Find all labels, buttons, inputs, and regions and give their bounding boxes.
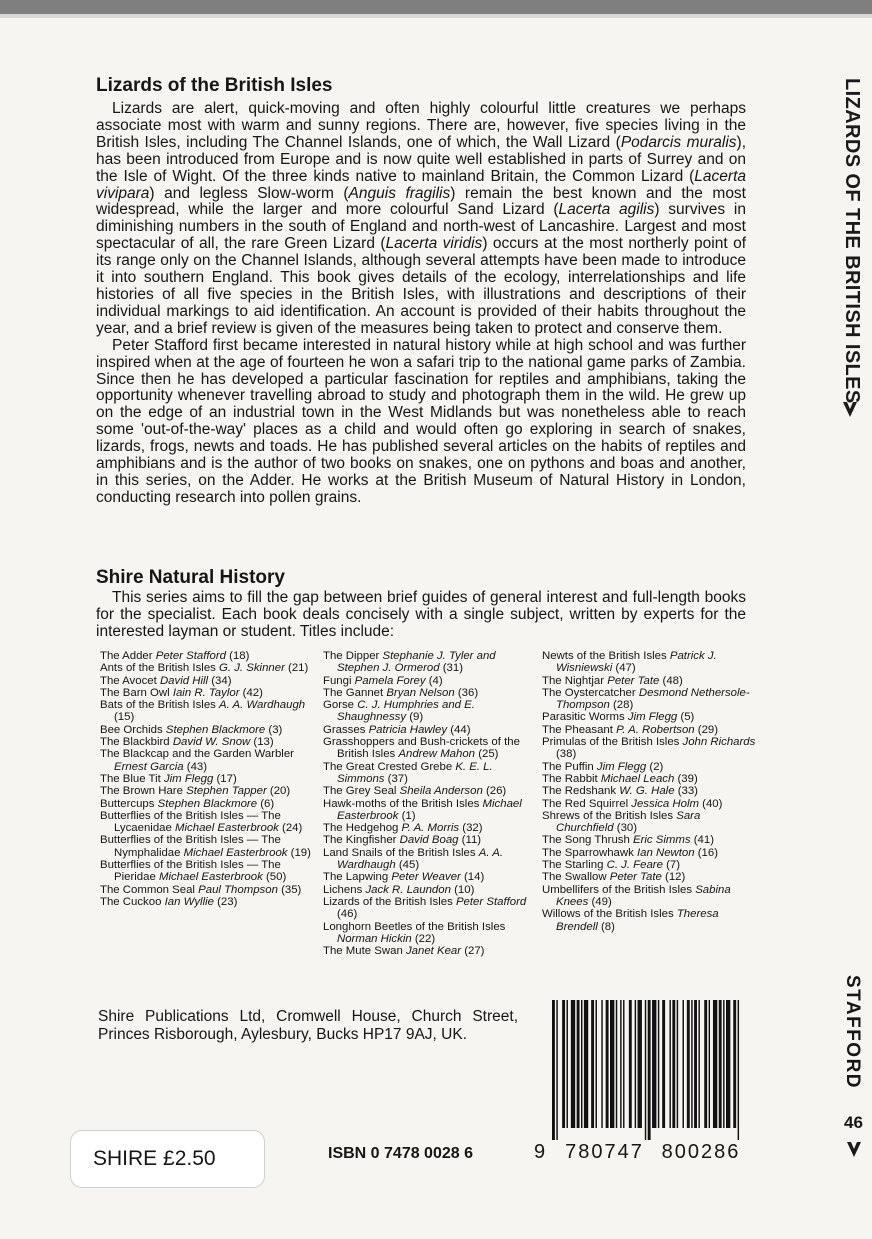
book-author: Paul Thompson: [198, 883, 278, 896]
barcode-bar: [719, 1000, 722, 1128]
series-title-entry: [323, 724, 538, 736]
barcode-bar: [723, 1000, 724, 1128]
book-number: (24): [278, 822, 303, 835]
book-title: The Oystercatcher: [542, 686, 639, 699]
book-title: The Great Crested Grebe: [323, 760, 456, 773]
book-number: (49): [588, 895, 612, 908]
book-number: (38): [556, 748, 577, 761]
book-author: P. A. Robertson: [616, 723, 695, 736]
book-description: [96, 74, 746, 507]
book-number: (44): [447, 723, 471, 736]
book-title: The Kingfisher: [323, 834, 400, 847]
book-number: (33): [674, 785, 698, 798]
series-title-entry: [100, 650, 315, 662]
book-author: C. J. Humphries and E. Shaughnessy: [337, 699, 475, 724]
barcode-bar: [577, 1000, 580, 1128]
book-title: The Cuckoo: [100, 895, 165, 908]
book-number: (37): [384, 772, 408, 785]
book-title: The Gannet: [323, 686, 387, 699]
book-number: (27): [461, 945, 485, 958]
book-author: Jack R. Laundon: [365, 883, 451, 896]
book-number: (6): [257, 797, 275, 810]
spine-title: LIZARDS OF THE BRITISH ISLES: [841, 78, 863, 404]
series-title-entry: [100, 724, 315, 736]
barcode-bar: [581, 1000, 582, 1128]
book-author: Peter Weaver: [391, 871, 461, 884]
isbn-number: ISBN 0 7478 0028 6: [328, 1145, 473, 1162]
species-name: Lacerta vivipara: [96, 167, 746, 202]
book-number: (8): [597, 920, 615, 933]
book-title: The Mute Swan: [323, 945, 406, 958]
series-title-entry: [542, 761, 757, 773]
book-title: Hawk-moths of the British Isles: [323, 797, 483, 810]
book-author: Jessica Holm: [631, 797, 700, 810]
series-title-entry: [323, 785, 538, 797]
barcode-bar: [687, 1000, 690, 1128]
series-title-entry: [100, 699, 315, 724]
book-author: Sheila Anderson: [399, 785, 483, 798]
book-title: The Blue Tit: [100, 772, 164, 785]
barcode-bar: [672, 1000, 675, 1128]
book-title: Shrews of the British Isles: [542, 809, 677, 822]
book-title: The Sparrowhawk: [542, 846, 637, 859]
book-author: Norman Hickin: [337, 932, 412, 945]
book-number: (19): [287, 846, 311, 859]
book-author: Stephen Blackmore: [165, 723, 266, 736]
book-title: The Blackbird: [100, 736, 173, 749]
book-author: Ian Wyllie: [164, 895, 214, 908]
book-author: Michael Leach: [600, 772, 675, 785]
barcode-bar: [584, 1000, 588, 1128]
description-text: ) occurs at the most northerly point of its range only on the Channel Islands, although several attempts have been made to introduce it into southern England. This book gives details of the ecology, interrelationships and life histories of all five species in the British Isles, with illustrations and descriptions of their individual markings to aid identification. An account is provided of their habits throughout the year, and a brief review is given of the measures being taken to protect and conserve them.: [96, 235, 747, 337]
book-number: (1): [398, 809, 416, 822]
book-author: Michael Easterbrook: [183, 846, 288, 859]
book-author: Peter Tate: [609, 871, 662, 884]
series-title-entry: [542, 847, 757, 859]
title-column-1: [100, 650, 315, 908]
barcode-bar: [698, 1000, 699, 1128]
book-number: (4): [425, 674, 443, 687]
book-number: (3): [265, 723, 283, 736]
book-author: Desmond Nethersole-Thompson: [556, 686, 750, 712]
species-name: Podarcis muralis: [620, 133, 737, 151]
book-spine: [826, 0, 872, 1239]
book-author: David Hill: [159, 674, 209, 687]
series-title-entry: [323, 921, 538, 946]
description-text: Lizards are alert, quick-moving and often highly colourful little creatures we perhaps associate most with warm and sunny regions. There are, however, five species living in the British Isles, including The Channel Islands, one of which, the Wall Lizard (: [96, 100, 746, 151]
book-author: A. A. Wardhaugh: [337, 846, 504, 872]
book-number: (47): [612, 662, 636, 675]
book-number: (45): [395, 859, 420, 872]
top-edge-shadow: [0, 14, 872, 18]
barcode-bar: [709, 1000, 710, 1128]
species-name: Lacerta agilis: [558, 201, 655, 219]
book-number: (14): [460, 871, 485, 884]
series-title-entry: [100, 798, 315, 810]
book-title: Longhorn Beetles of the British Isles: [323, 920, 506, 933]
book-number: (46): [337, 908, 358, 921]
book-title: Butterflies of the British Isles — The Lycaenidae: [100, 809, 281, 835]
series-title-entry: [100, 662, 315, 674]
barcode-bar: [629, 1000, 632, 1128]
publisher-address: Shire Publications Ltd, Cromwell House, Church Street, Princes Risborough, Aylesbury, Bucks HP17 9AJ, UK.: [98, 1008, 518, 1043]
series-title-entry: [323, 945, 538, 957]
book-title: The Pheasant: [542, 723, 617, 736]
book-title: Lizards of the British Isles: [323, 895, 456, 908]
book-title: The Red Squirrel: [542, 797, 632, 810]
description-text: ) and legless Slow-worm (: [149, 184, 349, 202]
series-title-entry: [542, 908, 757, 933]
book-author: Jim Flegg: [596, 760, 647, 773]
book-number: (13): [250, 736, 274, 749]
book-author: Ernest Garcia: [114, 760, 184, 773]
book-number: (7): [662, 859, 681, 872]
barcode-image: [552, 1000, 740, 1140]
book-author: A. A. Wardhaugh: [219, 699, 306, 712]
book-title: Bats of the British Isles: [100, 699, 220, 712]
barcode-bar: [610, 1000, 614, 1128]
barcode-bar: [669, 1000, 670, 1128]
book-title: The Blackcap and the Garden Warbler: [100, 748, 294, 761]
barcode-bar: [645, 1000, 646, 1140]
book-title: Newts of the British Isles: [542, 650, 670, 662]
book-author: Jim Flegg: [163, 772, 214, 785]
book-title: The Common Seal: [100, 883, 199, 896]
book-author: K. E. L. Simmons: [337, 760, 493, 785]
book-author: Eric Simms: [632, 834, 691, 847]
barcode-digit-group: 800286: [661, 1141, 741, 1163]
book-author: Michael Easterbrook: [337, 797, 522, 822]
book-number: (48): [659, 674, 683, 687]
series-title-entry: [100, 834, 315, 859]
book-number: (36): [454, 686, 479, 699]
book-author: Andrew Mahon: [398, 748, 476, 761]
series-title-entry: [100, 748, 315, 773]
series-intro: This series aims to fill the gap between brief guides of general interest and full-length books for the specialist. Each book deals concisely with a single subject, written by experts for the interested layman or student. Titles include:: [96, 589, 746, 640]
book-number: (29): [694, 723, 719, 736]
top-edge-band: [0, 0, 872, 14]
series-title-entry: [323, 736, 538, 761]
species-name: Anguis fragilis: [348, 184, 451, 202]
book-number: (25): [475, 748, 499, 761]
book-author: Peter Stafford: [155, 650, 227, 662]
series-title-entry: [323, 699, 538, 724]
book-author: Peter Tate: [607, 674, 660, 687]
book-title: The Hedgehog: [323, 822, 402, 835]
book-author: Stephanie J. Tyler and Stephen J. Ormerod: [337, 650, 496, 675]
book-title: Butterflies of the British Isles — The Nymphalidae: [100, 834, 281, 859]
barcode-bar: [596, 1000, 597, 1128]
series-title-entry: [323, 822, 538, 834]
series-title-entry: [323, 896, 538, 921]
book-title: The Adder: [100, 650, 156, 662]
book-title: Parasitic Worms: [542, 711, 628, 724]
barcode-bar: [635, 1000, 636, 1128]
book-author: Michael Easterbrook: [158, 871, 263, 884]
series-title-entry: [100, 884, 315, 896]
series-title-entry: [542, 724, 757, 736]
book-number: (32): [459, 822, 483, 835]
series-title-entry: [100, 773, 315, 785]
barcode-bar: [556, 1000, 557, 1140]
series-section: [96, 566, 746, 641]
book-number: (22): [411, 932, 436, 945]
species-name: Lacerta viridis: [385, 235, 483, 253]
series-title-entry: [323, 847, 538, 872]
series-title-entry: [542, 798, 757, 810]
series-title-entry: [542, 675, 757, 687]
series-title-entry: [323, 798, 538, 823]
series-title-entry: [542, 687, 757, 712]
series-title-entry: [323, 834, 538, 846]
book-author: Janet Kear: [405, 945, 462, 958]
book-number: (35): [277, 883, 302, 896]
barcode-bar: [623, 1000, 624, 1128]
book-title: The Redshank: [542, 785, 620, 798]
book-title: The Nightjar: [542, 674, 608, 687]
barcode-bar: [694, 1000, 697, 1128]
barcode-bar: [683, 1000, 684, 1128]
series-title-entry: [100, 675, 315, 687]
series-title-entry: [542, 884, 757, 909]
series-title-entry: [542, 736, 757, 761]
barcode-bar: [704, 1000, 707, 1128]
barcode-bar: [733, 1000, 736, 1128]
book-number: (15): [114, 711, 135, 724]
book-author: Stephen Blackmore: [157, 797, 258, 810]
barcode-digit-group: 780747: [565, 1141, 644, 1163]
shire-logo-icon: [846, 1140, 862, 1163]
price-sticker: [70, 1130, 265, 1188]
book-title: Grasses: [323, 723, 369, 736]
series-title-entry: [323, 884, 538, 896]
barcode-bar: [726, 1000, 730, 1128]
title-column-3: [542, 650, 757, 933]
book-title: The Swallow: [542, 871, 610, 884]
book-title: The Starling: [542, 859, 607, 872]
book-title: Bee Orchids: [100, 723, 166, 736]
book-author: Pamela Forey: [354, 674, 426, 687]
barcode-digits: [534, 1141, 744, 1164]
description-text: ) survives in diminishing numbers in the south of England and north-west of Lancashire. Largest and most spectacular of all, the rare Green Lizard (: [96, 201, 746, 253]
book-number: (2): [646, 760, 664, 773]
series-heading: Shire Natural History: [96, 567, 285, 588]
description-text: ), has been introduced from Europe and is now quite well established in parts of Surrey and on the Isle of Wight. Of the three kinds native to mainland Britain, the Common Lizard (: [96, 133, 747, 185]
series-title-entry: [542, 859, 757, 871]
book-number: (10): [450, 883, 475, 896]
spine-series-number: 46: [844, 1113, 863, 1132]
book-number: (39): [674, 772, 698, 785]
book-author: Sabina Knees: [556, 883, 731, 908]
series-title-entry: [100, 687, 315, 699]
author-bio-paragraph: Peter Stafford first became interested in natural history while at high school and was further inspired when at the age of fourteen he won a safari trip to the national game parks of Zambia. Since then he has developed a particular fascination for reptiles and amphibians, taking the opportunity whenever travelling abroad to study and photograph them in the wild. He grew up on the edge of an industrial town in the West Midlands but was nonetheless able to reach some 'out-of-the-way' places as a child and would often go exploring in search of snakes, lizards, frogs, newts and toads. He has published several articles on the habits of reptiles and amphibians and is the author of two books on snakes, one on pythons and boas and another, in this series, on the Adder. He works at the British Museum of Natural History in London, conducting research into pollen grains.: [96, 336, 746, 506]
book-author: Bryan Nelson: [386, 686, 455, 699]
book-number: (43): [183, 760, 208, 773]
barcode-bar: [662, 1000, 665, 1128]
barcode-bar: [601, 1000, 602, 1128]
book-number: (9): [406, 711, 424, 724]
book-author: Ian Newton: [636, 846, 695, 859]
description-paragraph: [96, 101, 746, 338]
title-column-2: [323, 650, 538, 957]
barcode-bar: [552, 1000, 555, 1140]
series-title-entry: [323, 871, 538, 883]
book-title: Primulas of the British Isles: [542, 736, 683, 749]
book-title: Butterflies of the British Isles — The Pieridae: [100, 859, 281, 884]
book-title: Umbellifers of the British Isles: [542, 883, 696, 896]
barcode-bar: [562, 1000, 565, 1128]
book-number: (40): [699, 797, 723, 810]
series-title-entry: [542, 773, 757, 785]
book-author: Peter Stafford: [455, 895, 527, 908]
book-number: (30): [613, 822, 638, 835]
book-author: David W. Snow: [172, 736, 251, 749]
series-title-entry: [542, 871, 757, 883]
series-title-entry: [100, 859, 315, 884]
book-title: The Lapwing: [323, 871, 392, 884]
book-title: The Song Thrush: [542, 834, 633, 847]
book-title: Ants of the British Isles: [100, 662, 220, 675]
series-title-entry: [100, 785, 315, 797]
barcode-bar: [652, 1000, 656, 1128]
barcode-bar: [713, 1000, 717, 1128]
book-author: W. G. Hale: [619, 785, 675, 798]
series-title-entry: [542, 834, 757, 846]
book-author: John Richards: [682, 736, 756, 749]
book-number: (23): [213, 895, 238, 908]
book-author: P. A. Morris: [401, 822, 460, 835]
book-number: (18): [226, 650, 250, 662]
book-title: The Brown Hare: [100, 785, 187, 798]
barcode-bar: [691, 1000, 692, 1128]
book-author: Patrick J. Wisniewski: [556, 650, 717, 675]
series-title-entry: [542, 785, 757, 797]
series-title-entry: [100, 810, 315, 835]
barcode-bar: [620, 1000, 621, 1128]
series-title-entry: [100, 896, 315, 908]
barcode-bar: [648, 1000, 651, 1140]
book-title: Gorse: [323, 699, 358, 712]
book-author: Stephen Tapper: [186, 785, 267, 798]
barcode-bar: [571, 1000, 575, 1128]
book-title: The Grey Seal: [323, 785, 400, 798]
book-number: (50): [262, 871, 287, 884]
book-title: Fungi: [323, 674, 355, 687]
series-title-entry: [100, 736, 315, 748]
book-title: The Rabbit: [542, 772, 601, 785]
barcode-bar: [616, 1000, 617, 1128]
barcode-bar: [591, 1000, 594, 1128]
book-number: (28): [609, 699, 634, 712]
barcode-bar: [638, 1000, 642, 1128]
book-number: (21): [284, 662, 309, 675]
series-title-entry: [323, 761, 538, 786]
book-number: (17): [213, 772, 237, 785]
book-title: Willows of the British Isles: [542, 908, 677, 921]
series-title-entry: [323, 650, 538, 675]
book-number: (41): [690, 834, 714, 847]
book-number: (34): [208, 674, 232, 687]
barcode-bar: [677, 1000, 678, 1128]
barcode-bar: [738, 1000, 739, 1140]
book-author: Iain R. Taylor: [172, 686, 240, 699]
book-number: (5): [677, 711, 695, 724]
book-number: (20): [266, 785, 291, 798]
book-title: The Barn Owl: [100, 686, 173, 699]
series-title-entry: [323, 687, 538, 699]
barcode-bar: [658, 1000, 659, 1128]
book-author: G. J. Skinner: [219, 662, 285, 675]
series-title-entry: [542, 711, 757, 723]
book-number: (31): [439, 662, 463, 675]
book-title: The Avocet: [100, 674, 160, 687]
book-number: (26): [482, 785, 507, 798]
series-title-entry: [542, 810, 757, 835]
book-title: Buttercups: [100, 797, 158, 810]
book-number: (16): [694, 846, 719, 859]
book-number: (11): [458, 834, 482, 847]
shire-logo-icon: [842, 400, 858, 423]
book-author: David Boag: [399, 834, 459, 847]
book-number: (42): [239, 686, 263, 699]
book-author: Patricia Hawley: [368, 723, 448, 736]
barcode-bar: [606, 1000, 609, 1128]
book-author: Jim Flegg: [627, 711, 678, 724]
series-title-entry: [542, 650, 757, 675]
book-author: Theresa Brendell: [556, 908, 719, 933]
book-title: Land Snails of the British Isles: [323, 846, 479, 859]
book-author: C. J. Feare: [606, 859, 663, 872]
book-title: The Puffin: [542, 760, 597, 773]
book-title: The Dipper: [323, 650, 383, 662]
book-number: (12): [661, 871, 686, 884]
description-text: ) remain the best known and the most widespread, while the larger and more colourful Sand Lizard (: [96, 184, 746, 219]
series-title-entry: [323, 675, 538, 687]
book-title: Grasshoppers and Bush-crickets of the British Isles: [323, 736, 520, 761]
book-author: Michael Easterbrook: [175, 822, 279, 835]
book-title-heading: Lizards of the British Isles: [96, 75, 333, 96]
price-label: SHIRE £2.50: [93, 1147, 216, 1170]
book-title: Lichens: [323, 883, 366, 896]
book-author: Sara Churchfield: [556, 809, 701, 835]
barcode-bar: [567, 1000, 568, 1128]
spine-author: STAFFORD: [842, 975, 863, 1090]
barcode-lead-digit: 9: [534, 1141, 546, 1163]
